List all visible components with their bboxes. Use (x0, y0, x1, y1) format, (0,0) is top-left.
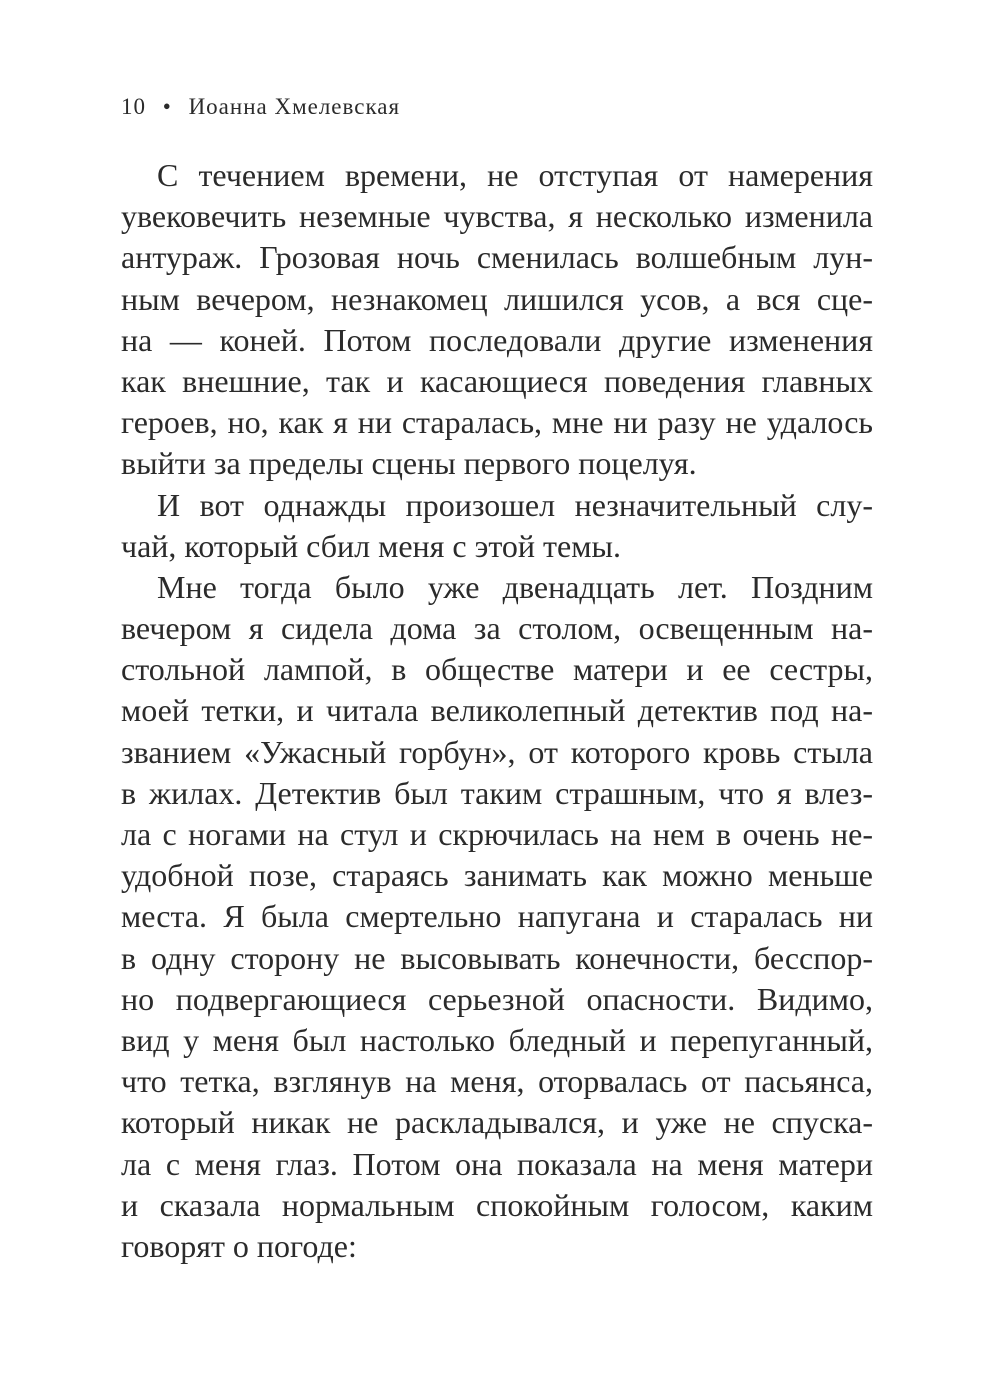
text-line: ным вечером, незнакомец лишился усов, а вся сце- (121, 280, 873, 317)
text-line: званием «Ужасный горбун», от которого кровь стыла (121, 733, 873, 770)
body-text (121, 155, 873, 1267)
text-line: чай, который сбил меня с этой темы. (121, 527, 621, 564)
text-line: С течением времени, не отступая от намерения (157, 157, 873, 193)
author-name: Иоанна Хмелевская (188, 94, 401, 119)
text-line: героев, но, как я ни старалась, мне ни разу не удалось (121, 404, 873, 441)
text-line: но подвергающиеся серьезной опасности. Видимо, (121, 980, 873, 1017)
text-line: и сказала нормальным спокойным голосом, каким (121, 1186, 873, 1223)
paragraph-1 (121, 155, 873, 485)
paragraph-2 (121, 485, 873, 567)
text-line: как внешние, так и касающиеся поведения главных (121, 362, 873, 399)
text-line: И вот однажды произошел незначительный слу- (157, 486, 873, 523)
text-line: ла с меня глаз. Потом она показала на меня матери (121, 1145, 873, 1182)
paragraph-3 (121, 567, 873, 1267)
text-line: вид у меня был настолько бледный и перепуганный, (121, 1021, 873, 1058)
text-line: на — коней. Потом последовали другие изменения (121, 321, 873, 358)
text-line: вечером я сидела дома за столом, освещенным на- (121, 610, 873, 647)
text-line: что тетка, взглянув на меня, оторвалась от пасьянса, (121, 1063, 873, 1100)
text-line: выйти за пределы сцены первого поцелуя. (121, 445, 697, 482)
text-line: удобной позе, стараясь занимать как можно меньше (121, 857, 873, 894)
text-line: Мне тогда было уже двенадцать лет. Поздним (157, 568, 873, 605)
text-line: в одну сторону не высовывать конечности, бесспор- (121, 939, 873, 976)
text-line: который никак не раскладывался, и уже не спуска- (121, 1104, 873, 1141)
text-line: места. Я была смертельно напугана и старалась ни (121, 898, 873, 935)
text-line: ла с ногами на стул и скрючилась на нем в очень не- (121, 816, 873, 852)
running-header (121, 91, 400, 123)
text-line: моей тетки, и читала великолепный детектив под на- (121, 692, 873, 729)
text-line: увековечить неземные чувства, я несколько изменила (121, 198, 873, 235)
text-line: стольной лампой, в обществе матери и ее сестры, (121, 651, 873, 688)
text-line: говорят о погоде: (121, 1227, 357, 1264)
text-line: антураж. Грозовая ночь сменилась волшебным лун- (121, 239, 873, 276)
page-number: 10 (121, 94, 146, 119)
header-separator: • (162, 94, 172, 119)
text-line: в жилах. Детектив был таким страшным, что я влез- (121, 774, 873, 811)
